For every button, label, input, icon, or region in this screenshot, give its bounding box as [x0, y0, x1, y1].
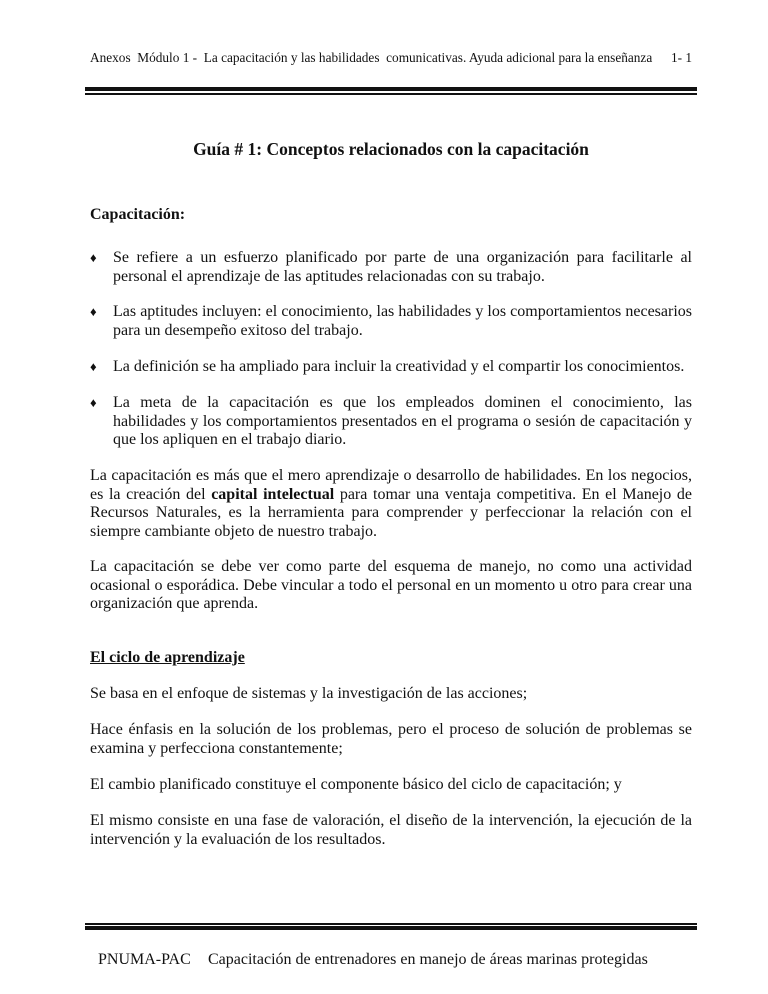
paragraph-text: para tomar una ventaja competitiva. En el Manejo de Recursos Naturales, es la herramienta para comprender y perfeccionar la relación con el siempre cambiante objeto de nuestro trabajo. — [90, 485, 692, 540]
footer-double-rule — [85, 923, 697, 931]
bullet-text: La meta de la capacitación es que los empleados dominen el conocimiento, las habilidades y los comportamientos presentados en el programa o sesión de capacitación y que los apliquen en el trabajo diario. — [113, 394, 692, 448]
bold-term: capital intelectual — [211, 485, 335, 503]
page-number: 1- 1 — [670, 50, 692, 65]
footer-organization: PNUMA-PAC — [98, 951, 191, 968]
section-heading-capacitacion: Capacitación: — [90, 206, 186, 223]
bullet-item — [90, 358, 692, 377]
page-header — [90, 50, 692, 66]
section-heading-ciclo-aprendizaje: El ciclo de aprendizaje — [90, 649, 245, 666]
paragraph: Hace énfasis en la solución de los problemas, pero el proceso de solución de problemas se examina y perfecciona constantemente; — [90, 721, 692, 757]
paragraph: El cambio planificado constituye el componente básico del ciclo de capacitación; y — [90, 776, 622, 793]
paragraph-esquema-manejo: La capacitación se debe ver como parte del esquema de manejo, no como una actividad ocasional o esporádica. Debe vincular a todo el personal en un momento u otro para crear una organización que aprenda. — [90, 558, 692, 612]
diamond-bullet-icon: ♦ — [90, 304, 97, 319]
bullet-text: La definición se ha ampliado para incluir la creatividad y el compartir los conocimientos. — [113, 358, 685, 375]
bullet-text: Las aptitudes incluyen: el conocimiento, las habilidades y los comportamientos necesarios para un desempeño exitoso del trabajo. — [113, 303, 692, 339]
paragraph-capital-intelectual — [90, 467, 692, 541]
header-double-rule — [85, 87, 697, 95]
page-title: Guía # 1: Conceptos relacionados con la capacitación — [193, 139, 589, 159]
bullet-text: Se refiere a un esfuerzo planificado por parte de una organización para facilitarle al personal el aprendizaje de las aptitudes relacionadas con su trabajo. — [113, 249, 692, 285]
bullet-item — [90, 249, 692, 286]
diamond-bullet-icon: ♦ — [90, 250, 97, 265]
footer-course-title: Capacitación de entrenadores en manejo de áreas marinas protegidas — [208, 951, 648, 968]
running-title: Anexos Módulo 1 - La capacitación y las habilidades comunicativas. Ayuda adicional para la enseñanza — [90, 50, 653, 65]
page-footer — [90, 933, 648, 969]
footer-rule-thick — [85, 926, 697, 930]
paragraph: Se basa en el enfoque de sistemas y la investigación de las acciones; — [90, 685, 528, 702]
paragraph-text: La capacitación es más que el mero aprendizaje o desarrollo de habilidades. En los negocios, es la creación del — [90, 467, 692, 503]
footer-rule-thin — [85, 923, 697, 925]
header-rule-thick — [85, 87, 697, 91]
header-rule-thin — [85, 93, 697, 95]
diamond-bullet-icon: ♦ — [90, 359, 97, 374]
bullet-item — [90, 394, 692, 450]
diamond-bullet-icon: ♦ — [90, 395, 97, 410]
bullet-item — [90, 303, 692, 340]
paragraph: El mismo consiste en una fase de valoración, el diseño de la intervención, la ejecución de la intervención y la evaluación de los resultados. — [90, 812, 692, 848]
